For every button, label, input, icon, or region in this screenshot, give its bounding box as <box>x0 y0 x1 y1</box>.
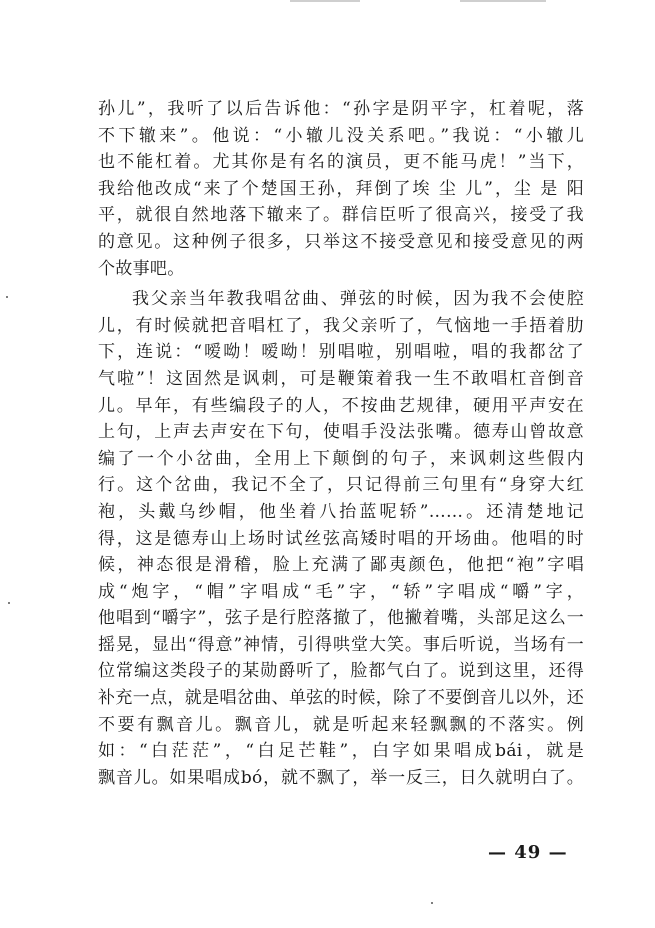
text-line: 不要有飘音儿。飘音儿，就是听起来轻飘飘的不落实。例 <box>98 714 584 735</box>
text-line: 编了一个小岔曲，全用上下颠倒的句子，来讽刺这些假内 <box>98 448 584 469</box>
text-line: 成“炮字，“帽”字唱成“毛”字，“轿”字唱成“嚼”字， <box>98 581 584 602</box>
text-line: 如：“白茫茫”，“白足芒鞋”，白字如果唱成bái，就是 <box>98 741 584 762</box>
text-line: 下，连说：“嗳呦！嗳呦！别唱啦，别唱啦，唱的我都岔了 <box>98 342 584 363</box>
text-line: 上句，上声去声安在下句，使唱手没法张嘴。德寿山曾故意 <box>98 422 584 443</box>
text-line: 的意见。这种例子很多，只举这不接受意见和接受意见的两 <box>98 231 584 252</box>
text-line: 平，就很自然地落下辙来了。群信臣听了很高兴，接受了我 <box>98 205 584 226</box>
text-line: 也不能杠着。尤其你是有名的演员，更不能马虎！”当下， <box>98 152 584 173</box>
scan-speck <box>431 902 433 904</box>
text-line: 候，神态很是滑稽，脸上充满了鄙夷颜色，他把“袍”字唱 <box>98 555 584 576</box>
text-line: 我给他改成“来了个楚国王孙，拜倒了埃 尘 儿”，尘 是 阳 <box>98 178 584 199</box>
text-line: 袍，头戴乌纱帽，他坐着八抬蓝呢轿”……。还清楚地记 <box>98 501 584 522</box>
scan-speck <box>8 602 10 604</box>
text-line: 补充一点，就是唱岔曲、单弦的时候，除了不要倒音儿以外，还 <box>98 688 584 709</box>
text-line: 飘音儿。如果唱成bó，就不飘了，举一反三，日久就明白了。 <box>98 767 584 788</box>
text-line: 儿。早年，有些编段子的人，不按曲艺规律，硬用平声安在 <box>98 395 584 416</box>
text-line: 个故事吧。 <box>98 258 185 279</box>
top-edge-mark-right <box>460 0 546 2</box>
text-line: 位常编这类段子的某勋爵听了，脸都气白了。说到这里，还得 <box>98 661 584 682</box>
page-body-text <box>98 96 584 791</box>
scan-speck <box>6 296 8 298</box>
paragraph-first-line: 我父亲当年教我唱岔曲、弹弦的时候，因为我不会使腔 <box>132 289 584 310</box>
top-edge-mark-left <box>290 0 360 2</box>
text-line: 孙儿”，我听了以后告诉他：“孙字是阴平字，杠着呢，落 <box>98 99 584 119</box>
text-line: 摇晃，显出“得意”神情，引得哄堂大笑。事后听说，当场有一 <box>98 634 584 655</box>
text-line: 儿，有时候就把音唱杠了，我父亲听了，气恼地一手捂着肋 <box>98 315 584 336</box>
text-line: 他唱到“嚼字”，弦子是行腔落撤了，他撇着嘴，头部足这么一 <box>98 608 584 629</box>
text-line: 行。这个岔曲，我记不全了，只记得前三句里有“身穿大红 <box>98 475 584 496</box>
text-line: 不下辙来”。他说：“小辙儿没关系吧。”我说：“小辙儿 <box>98 125 584 146</box>
page-number: — 49 — <box>488 842 568 863</box>
text-line: 得，这是德寿山上场时试丝弦高矮时唱的开场曲。他唱的时 <box>98 528 584 549</box>
text-line: 气啦”！这固然是讽刺，可是鞭策着我一生不敢唱杠音倒音 <box>98 368 584 389</box>
